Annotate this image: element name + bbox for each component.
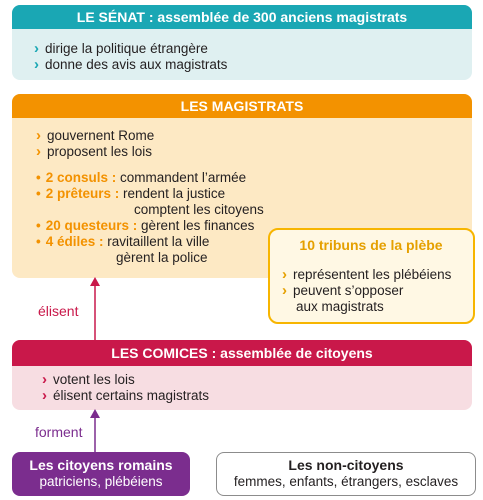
chevron-right-icon: › <box>42 371 47 388</box>
non-citoyens-box <box>216 452 476 496</box>
chevron-right-icon: › <box>34 40 39 57</box>
senat-box <box>12 5 472 80</box>
non-citoyens-subtitle: femmes, enfants, étrangers, esclaves <box>233 474 459 489</box>
magistrats-item-1: › gouvernent Rome <box>36 127 155 144</box>
tribuns-title: 10 tribuns de la plèbe <box>299 237 443 253</box>
bullet-icon: • <box>36 218 41 233</box>
chevron-right-icon: › <box>42 387 47 404</box>
tribuns-box <box>268 228 475 324</box>
elisent-label: élisent <box>38 303 79 319</box>
elisent-arrow <box>88 276 102 342</box>
comices-item-2: › élisent certains magistrats <box>42 387 210 404</box>
comices-box <box>12 340 472 410</box>
citoyens-subtitle: patriciens, plébéiens <box>39 474 163 489</box>
forment-label: forment <box>35 424 83 440</box>
tribuns-item-1: › représentent les plébéiens <box>282 266 452 283</box>
chevron-right-icon: › <box>36 127 41 144</box>
role-preteurs-line-2: comptent les citoyens <box>134 202 264 217</box>
magistrats-title: LES MAGISTRATS <box>12 94 472 118</box>
comices-item-1: › votent les lois <box>42 371 135 388</box>
bullet-icon: • <box>36 186 41 201</box>
role-questeurs: • 20 questeurs : gèrent les finances <box>36 218 255 233</box>
role-ediles-line-2: gèrent la police <box>116 250 208 265</box>
chevron-right-icon: › <box>282 282 287 299</box>
chevron-right-icon: › <box>36 143 41 160</box>
citoyens-box <box>12 452 190 496</box>
comices-title: LES COMICES : assemblée de citoyens <box>12 340 472 366</box>
chevron-right-icon: › <box>34 56 39 73</box>
bullet-icon: • <box>36 234 41 249</box>
non-citoyens-title: Les non-citoyens <box>288 457 404 473</box>
chevron-right-icon: › <box>282 266 287 283</box>
magistrats-item-2: › proposent les lois <box>36 143 153 160</box>
senat-item-1: › dirige la politique étrangère <box>34 40 208 57</box>
citoyens-title: Les citoyens romains <box>29 457 173 473</box>
senat-item-2: › donne des avis aux magistrats <box>34 56 228 73</box>
tribuns-item-3: aux magistrats <box>296 299 384 314</box>
role-consuls: • 2 consuls : commandent l’armée <box>36 170 247 185</box>
forment-arrow <box>88 408 102 456</box>
bullet-icon: • <box>36 170 41 185</box>
tribuns-item-2: › peuvent s’opposer <box>282 282 404 299</box>
role-ediles: • 4 édiles : ravitaillent la ville <box>36 234 210 249</box>
senat-title: LE SÉNAT : assemblée de 300 anciens magistrats <box>12 5 472 29</box>
role-preteurs: • 2 prêteurs : rendent la justice <box>36 186 226 201</box>
